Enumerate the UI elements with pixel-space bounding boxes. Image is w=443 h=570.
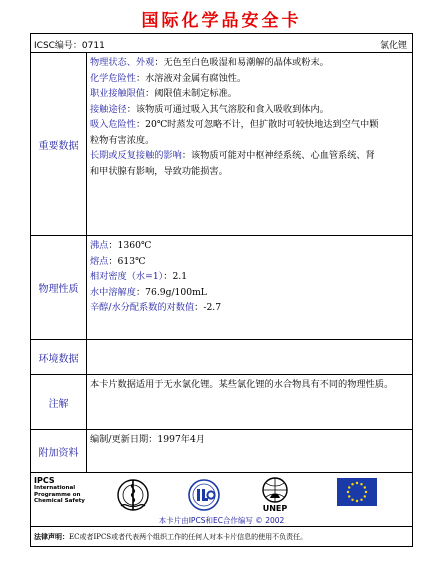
important-key: 化学危险性 <box>90 72 136 84</box>
eu-star-icon <box>360 499 362 501</box>
eu-flag-icon <box>337 478 377 506</box>
eu-star-icon <box>348 495 350 497</box>
eu-star-icon <box>356 482 358 484</box>
chemical-name: 氯化锂 <box>379 41 407 51</box>
physical-key: 熔点 <box>90 255 109 267</box>
important-section <box>31 53 412 236</box>
physical-line <box>90 254 410 270</box>
important-value: ：水溶液对金属有腐蚀性。 <box>135 72 247 84</box>
important-key: 接触途径 <box>90 103 127 115</box>
ilo-emblem-icon <box>186 476 222 514</box>
card-header <box>31 34 412 53</box>
notes-section <box>31 375 412 430</box>
credit-line: 本卡片由IPCS和EC合作编写 © 2002 <box>158 516 285 525</box>
important-content <box>88 53 412 235</box>
eu-star-icon <box>364 495 366 497</box>
important-key: 物理状态、外观 <box>90 57 155 68</box>
important-value: ：20℃时蒸发可忽略不计，但扩散时可较快地达到空气中颗 <box>135 119 379 130</box>
physical-section <box>31 236 412 340</box>
eu-star-icon <box>356 500 358 502</box>
important-key: 吸入危险性 <box>90 119 136 130</box>
icsc-number: ICSC编号：0711 <box>34 41 105 51</box>
important-key: 长期或反复接触的影响 <box>90 150 182 161</box>
important-line <box>90 133 410 149</box>
important-line <box>90 55 410 71</box>
important-value: ：该物质可能对中枢神经系统、心血管系统、肾 <box>181 150 375 161</box>
who-emblem-icon <box>115 476 151 514</box>
legal-label: 法律声明： <box>34 533 69 541</box>
eu-star-icon <box>347 491 349 493</box>
eu-star-icon <box>351 483 353 485</box>
important-value: 和甲状腺有影响，导致功能损害。 <box>90 165 228 177</box>
important-value: ：无色至白色吸湿和易潮解的晶体或粉末。 <box>154 57 329 68</box>
physical-value: ：1360℃ <box>108 240 152 251</box>
environment-content <box>88 340 412 374</box>
physical-line <box>90 269 410 285</box>
eu-star-icon <box>360 483 362 485</box>
physical-value: ：-2.7 <box>194 302 222 313</box>
notes-content: 本卡片数据适用于无水氯化锂。某些氯化锂的水合物具有不同的物理性质。 <box>90 379 394 390</box>
physical-label: 物理性质 <box>31 236 87 339</box>
important-line <box>90 71 410 87</box>
important-value: ：该物质可通过吸入其气溶胶和食入吸收到体内。 <box>126 103 329 115</box>
legal-text: EC或者IPCS或者代表两个组织工作的任何人对本卡片信息的使用不负责任。 <box>69 533 308 541</box>
ipcs-logo: IPCS International Programme on Chemical Safety <box>34 476 85 505</box>
physical-line <box>90 300 410 316</box>
physical-line <box>90 285 410 301</box>
safety-card <box>30 33 413 547</box>
important-key: 职业接触限值 <box>90 88 146 99</box>
unep-label: UNEP <box>262 504 288 513</box>
eu-star-icon <box>348 486 350 488</box>
additional-section <box>31 430 412 473</box>
important-line <box>90 148 410 164</box>
additional-label: 附加资料 <box>31 430 87 472</box>
physical-line <box>90 238 410 254</box>
important-line <box>90 117 410 133</box>
important-line <box>90 102 410 118</box>
physical-value: ：2.1 <box>163 271 188 282</box>
important-line <box>90 164 410 180</box>
important-label: 重要数据 <box>31 53 87 235</box>
environment-label: 环境数据 <box>31 340 87 374</box>
eu-star-icon <box>351 499 353 501</box>
physical-key: 相对密度（水=1） <box>90 271 164 282</box>
logo-strip <box>31 473 412 527</box>
physical-key: 水中溶解度 <box>90 286 136 298</box>
notes-label: 注解 <box>31 375 87 429</box>
eu-star-icon <box>364 486 366 488</box>
important-value: ：阈限值未制定标准。 <box>145 88 237 99</box>
physical-key: 辛醇/水分配系数的对数值 <box>90 302 195 313</box>
legal-notice <box>34 532 307 542</box>
physical-value: ：76.9g/100mL <box>135 286 207 298</box>
additional-content: 编制/更新日期：1997年4月 <box>90 434 206 445</box>
important-line <box>90 86 410 102</box>
unep-emblem-icon <box>257 476 293 506</box>
physical-value: ：613℃ <box>108 255 146 267</box>
physical-content <box>88 236 412 339</box>
page-title: 国际化学品安全卡 <box>141 11 302 31</box>
environment-section <box>31 340 412 375</box>
important-value: 粒物有害浓度。 <box>90 134 155 146</box>
eu-star-icon <box>365 491 367 493</box>
physical-key: 沸点 <box>90 240 109 251</box>
